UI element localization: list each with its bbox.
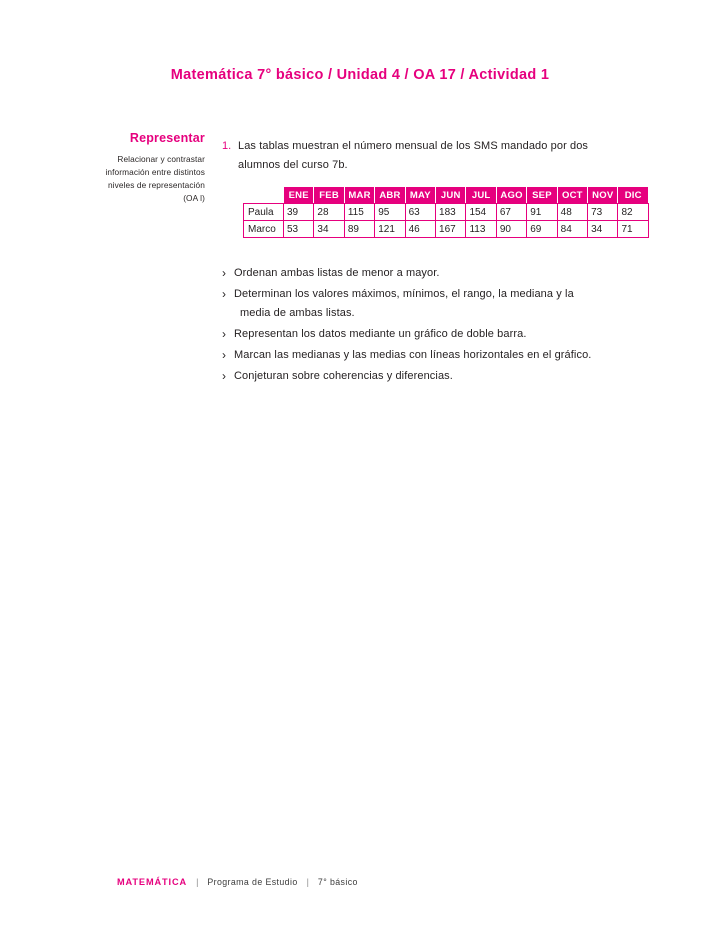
table-month-header-cell: OCT	[557, 187, 587, 204]
task-item	[222, 325, 662, 344]
activity-text-line: alumnos del curso 7b.	[238, 159, 348, 171]
table-value-cell: 71	[618, 221, 649, 238]
page-title: Matemática 7° básico / Unidad 4 / OA 17 / Actividad 1	[170, 67, 550, 83]
sidebar-description-line: niveles de representación	[107, 179, 205, 190]
table-value-cell: 115	[344, 204, 374, 221]
table-month-header-cell: JUL	[466, 187, 496, 204]
task-text: Ordenan ambas listas de menor a mayor.	[234, 267, 440, 279]
activity-text-line: Las tablas muestran el número mensual de los SMS mandado por dos	[238, 140, 589, 152]
table-value-cell: 90	[496, 221, 526, 238]
footer-program: Programa de Estudio	[207, 877, 298, 887]
table-month-header-cell: JUN	[436, 187, 466, 204]
table-value-cell: 69	[527, 221, 557, 238]
task-bullet-marker: ›	[222, 369, 226, 383]
sidebar-skill-block	[78, 131, 205, 204]
task-list	[222, 264, 662, 386]
table-row	[244, 221, 649, 238]
activity-text	[238, 137, 588, 175]
table-row	[244, 204, 649, 221]
table-value-cell: 154	[466, 204, 496, 221]
sidebar-description-line: información entre distintos	[105, 166, 205, 177]
table-value-cell: 39	[284, 204, 314, 221]
table-row-label: Marco	[244, 221, 284, 238]
table-value-cell: 121	[375, 221, 405, 238]
table-row-label: Paula	[244, 204, 284, 221]
table-value-cell: 84	[557, 221, 587, 238]
footer-separator: |	[196, 877, 199, 887]
task-text: Conjeturan sobre coherencias y diferencias.	[234, 370, 453, 382]
task-item	[222, 346, 662, 365]
table-corner-cell	[244, 187, 284, 204]
table-value-cell: 113	[466, 221, 496, 238]
sms-table	[243, 186, 649, 238]
table-month-header-cell: AGO	[496, 187, 526, 204]
task-item	[222, 264, 662, 283]
table-value-cell: 67	[496, 204, 526, 221]
sidebar-skill-heading: Representar	[129, 131, 205, 145]
table-value-cell: 73	[588, 204, 618, 221]
task-bullet-marker: ›	[222, 287, 226, 301]
sidebar-description-line: (OA l)	[183, 192, 205, 203]
table-month-header-cell: DIC	[618, 187, 649, 204]
table-month-header-cell: MAY	[405, 187, 435, 204]
table-month-header-cell: MAR	[344, 187, 374, 204]
table-month-header-cell: SEP	[527, 187, 557, 204]
table-header-row	[244, 187, 649, 204]
task-item	[222, 285, 662, 323]
page-footer	[117, 877, 358, 887]
table-value-cell: 82	[618, 204, 649, 221]
table-value-cell: 63	[405, 204, 435, 221]
table-value-cell: 28	[314, 204, 344, 221]
table-value-cell: 167	[436, 221, 466, 238]
table-value-cell: 95	[375, 204, 405, 221]
table-value-cell: 46	[405, 221, 435, 238]
task-bullet-marker: ›	[222, 327, 226, 341]
table-value-cell: 89	[344, 221, 374, 238]
activity-item	[222, 137, 662, 175]
table-value-cell: 53	[284, 221, 314, 238]
footer-separator: |	[306, 877, 309, 887]
table-value-cell: 183	[436, 204, 466, 221]
activity-number: 1.	[222, 140, 232, 152]
task-text: Marcan las medianas y las medias con líneas horizontales en el gráfico.	[234, 349, 592, 361]
table-value-cell: 34	[588, 221, 618, 238]
table-month-header-cell: ABR	[375, 187, 405, 204]
table-value-cell: 91	[527, 204, 557, 221]
table-month-header-cell: ENE	[284, 187, 314, 204]
task-text: Determinan los valores máximos, mínimos, el rango, la mediana y la media de ambas listas.	[234, 288, 574, 319]
table-value-cell: 34	[314, 221, 344, 238]
table-value-cell: 48	[557, 204, 587, 221]
task-bullet-marker: ›	[222, 348, 226, 362]
sidebar-skill-description	[78, 153, 205, 204]
task-item	[222, 367, 662, 386]
task-bullet-marker: ›	[222, 266, 226, 280]
table-month-header-cell: NOV	[588, 187, 618, 204]
table-body	[244, 204, 649, 238]
footer-brand: MATEMÁTICA	[117, 877, 188, 887]
activity-section	[222, 137, 662, 388]
task-text: Representan los datos mediante un gráfico de doble barra.	[234, 328, 527, 340]
sidebar-description-line: Relacionar y contrastar	[117, 154, 205, 164]
footer-grade: 7° básico	[317, 877, 358, 887]
table-month-header-cell: FEB	[314, 187, 344, 204]
